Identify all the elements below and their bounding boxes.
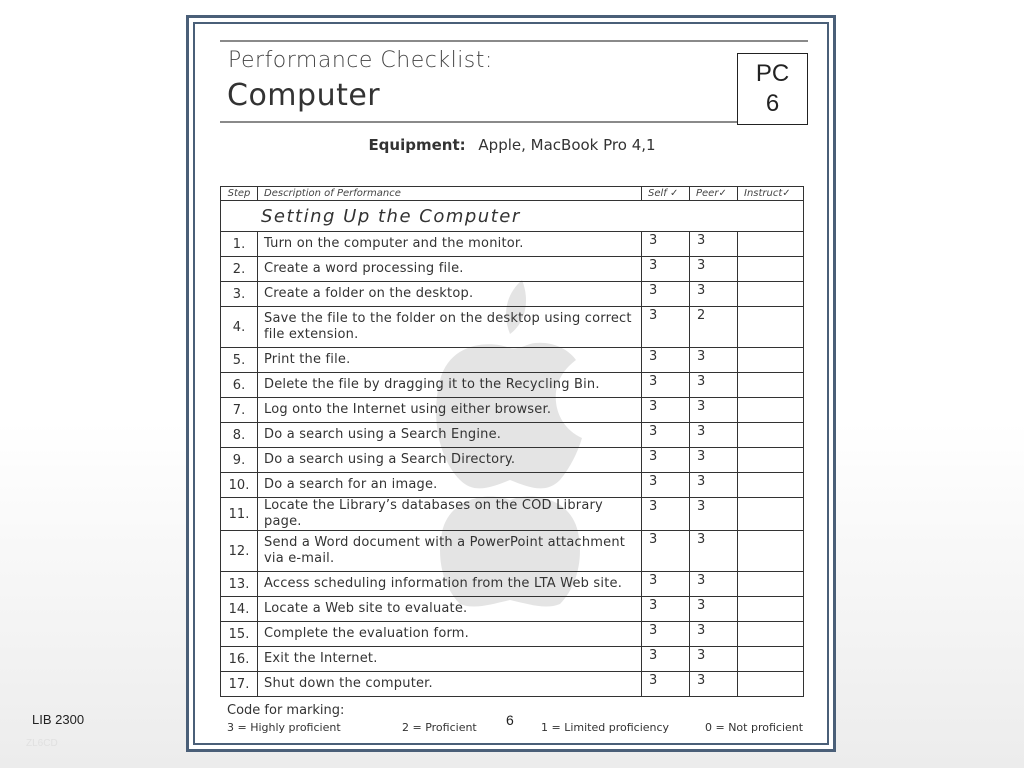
instructor-score[interactable] — [738, 257, 804, 282]
checklist-code-prefix: PC — [755, 60, 790, 87]
step-number: 4. — [221, 307, 258, 348]
self-score[interactable]: 3 — [642, 373, 690, 398]
self-score[interactable]: 3 — [642, 257, 690, 282]
section-title: Setting Up the Computer — [221, 201, 804, 232]
peer-score[interactable]: 3 — [690, 622, 738, 647]
peer-score[interactable]: 3 — [690, 373, 738, 398]
step-description: Access scheduling information from the LTA Web site. — [258, 572, 642, 597]
step-number: 1. — [221, 232, 258, 257]
table-row — [221, 473, 804, 498]
self-score[interactable]: 3 — [642, 282, 690, 307]
instructor-score[interactable] — [738, 373, 804, 398]
table-row — [221, 647, 804, 672]
footer-faint-text: ZL6CD — [26, 738, 58, 749]
step-description: Send a Word document with a PowerPoint attachment via e-mail. — [258, 531, 642, 572]
table-row — [221, 257, 804, 282]
step-number: 16. — [221, 647, 258, 672]
equipment-value: Apple, MacBook Pro 4,1 — [478, 136, 656, 154]
step-description: Save the file to the folder on the desktop using correct file extension. — [258, 307, 642, 348]
column-header-instructor: Instruct✓ — [738, 187, 804, 201]
self-score[interactable]: 3 — [642, 672, 690, 697]
step-number: 13. — [221, 572, 258, 597]
instructor-score[interactable] — [738, 282, 804, 307]
peer-score[interactable]: 3 — [690, 647, 738, 672]
step-description: Do a search for an image. — [258, 473, 642, 498]
step-number: 9. — [221, 448, 258, 473]
self-score[interactable]: 3 — [642, 473, 690, 498]
peer-score[interactable]: 3 — [690, 448, 738, 473]
instructor-score[interactable] — [738, 307, 804, 348]
self-score[interactable]: 3 — [642, 398, 690, 423]
self-score[interactable]: 3 — [642, 622, 690, 647]
peer-score[interactable]: 3 — [690, 282, 738, 307]
page-number: 6 — [506, 712, 514, 728]
instructor-score[interactable] — [738, 473, 804, 498]
step-number: 6. — [221, 373, 258, 398]
peer-score[interactable]: 3 — [690, 348, 738, 373]
step-description: Do a search using a Search Directory. — [258, 448, 642, 473]
step-number: 14. — [221, 597, 258, 622]
table-row — [221, 572, 804, 597]
equipment-line — [0, 136, 1024, 154]
step-description: Delete the file by dragging it to the Recycling Bin. — [258, 373, 642, 398]
peer-score[interactable]: 2 — [690, 307, 738, 348]
step-description: Print the file. — [258, 348, 642, 373]
self-score[interactable]: 3 — [642, 232, 690, 257]
table-row — [221, 373, 804, 398]
table-row — [221, 448, 804, 473]
peer-score[interactable]: 3 — [690, 473, 738, 498]
instructor-score[interactable] — [738, 622, 804, 647]
peer-score[interactable]: 3 — [690, 232, 738, 257]
instructor-score[interactable] — [738, 423, 804, 448]
step-description: Exit the Internet. — [258, 647, 642, 672]
step-number: 7. — [221, 398, 258, 423]
step-description: Log onto the Internet using either browser. — [258, 398, 642, 423]
table-row — [221, 348, 804, 373]
section-row — [221, 201, 804, 232]
peer-score[interactable]: 3 — [690, 531, 738, 572]
peer-score[interactable]: 3 — [690, 572, 738, 597]
step-description: Turn on the computer and the monitor. — [258, 232, 642, 257]
table-row — [221, 498, 804, 531]
instructor-score[interactable] — [738, 531, 804, 572]
instructor-score[interactable] — [738, 597, 804, 622]
step-number: 8. — [221, 423, 258, 448]
step-description: Do a search using a Search Engine. — [258, 423, 642, 448]
instructor-score[interactable] — [738, 398, 804, 423]
table-row — [221, 398, 804, 423]
table-row — [221, 622, 804, 647]
peer-score[interactable]: 3 — [690, 257, 738, 282]
legend-item-3: 3 = Highly proficient — [227, 721, 341, 734]
self-score[interactable]: 3 — [642, 307, 690, 348]
self-score[interactable]: 3 — [642, 647, 690, 672]
peer-score[interactable]: 3 — [690, 498, 738, 531]
step-number: 5. — [221, 348, 258, 373]
table-row — [221, 282, 804, 307]
peer-score[interactable]: 3 — [690, 398, 738, 423]
table-header-row — [221, 187, 804, 201]
legend-item-1: 1 = Limited proficiency — [541, 721, 670, 734]
checklist-title: Performance Checklist: — [228, 48, 493, 73]
self-score[interactable]: 3 — [642, 423, 690, 448]
step-description: Locate a Web site to evaluate. — [258, 597, 642, 622]
self-score[interactable]: 3 — [642, 348, 690, 373]
peer-score[interactable]: 3 — [690, 423, 738, 448]
table-row — [221, 232, 804, 257]
instructor-score[interactable] — [738, 498, 804, 531]
table-row — [221, 672, 804, 697]
header-rule-bottom — [220, 121, 738, 123]
peer-score[interactable]: 3 — [690, 597, 738, 622]
table-row — [221, 307, 804, 348]
instructor-score[interactable] — [738, 647, 804, 672]
table-row — [221, 597, 804, 622]
peer-score[interactable]: 3 — [690, 672, 738, 697]
self-score[interactable]: 3 — [642, 572, 690, 597]
instructor-score[interactable] — [738, 232, 804, 257]
course-code: LIB 2300 — [32, 712, 85, 727]
legend-item-2: 2 = Proficient — [402, 721, 477, 734]
table-row — [221, 531, 804, 572]
checklist-table — [220, 186, 804, 697]
step-description: Create a word processing file. — [258, 257, 642, 282]
instructor-score[interactable] — [738, 572, 804, 597]
legend-title: Code for marking: — [227, 703, 345, 718]
step-number: 2. — [221, 257, 258, 282]
column-header-description: Description of Performance — [258, 187, 642, 201]
step-number: 11. — [221, 498, 258, 531]
column-header-step: Step — [221, 187, 258, 201]
instructor-score[interactable] — [738, 348, 804, 373]
checklist-subject: Computer — [227, 78, 381, 113]
header-rule-top — [220, 40, 808, 42]
step-number: 15. — [221, 622, 258, 647]
step-number: 3. — [221, 282, 258, 307]
step-description: Create a folder on the desktop. — [258, 282, 642, 307]
step-description: Shut down the computer. — [258, 672, 642, 697]
instructor-score[interactable] — [738, 672, 804, 697]
column-header-peer: Peer✓ — [690, 187, 738, 201]
checklist-code-box — [737, 53, 808, 125]
self-score[interactable]: 3 — [642, 498, 690, 531]
checklist-code-number: 6 — [765, 90, 780, 117]
table-row — [221, 423, 804, 448]
legend-item-0: 0 = Not proficient — [705, 721, 804, 734]
step-description: Complete the evaluation form. — [258, 622, 642, 647]
step-number: 17. — [221, 672, 258, 697]
step-description: Locate the Library’s databases on the COD Library page. — [258, 498, 642, 531]
column-header-self: Self ✓ — [642, 187, 690, 201]
step-number: 10. — [221, 473, 258, 498]
self-score[interactable]: 3 — [642, 597, 690, 622]
self-score[interactable]: 3 — [642, 531, 690, 572]
self-score[interactable]: 3 — [642, 448, 690, 473]
equipment-label: Equipment: — [368, 136, 466, 154]
instructor-score[interactable] — [738, 448, 804, 473]
step-number: 12. — [221, 531, 258, 572]
